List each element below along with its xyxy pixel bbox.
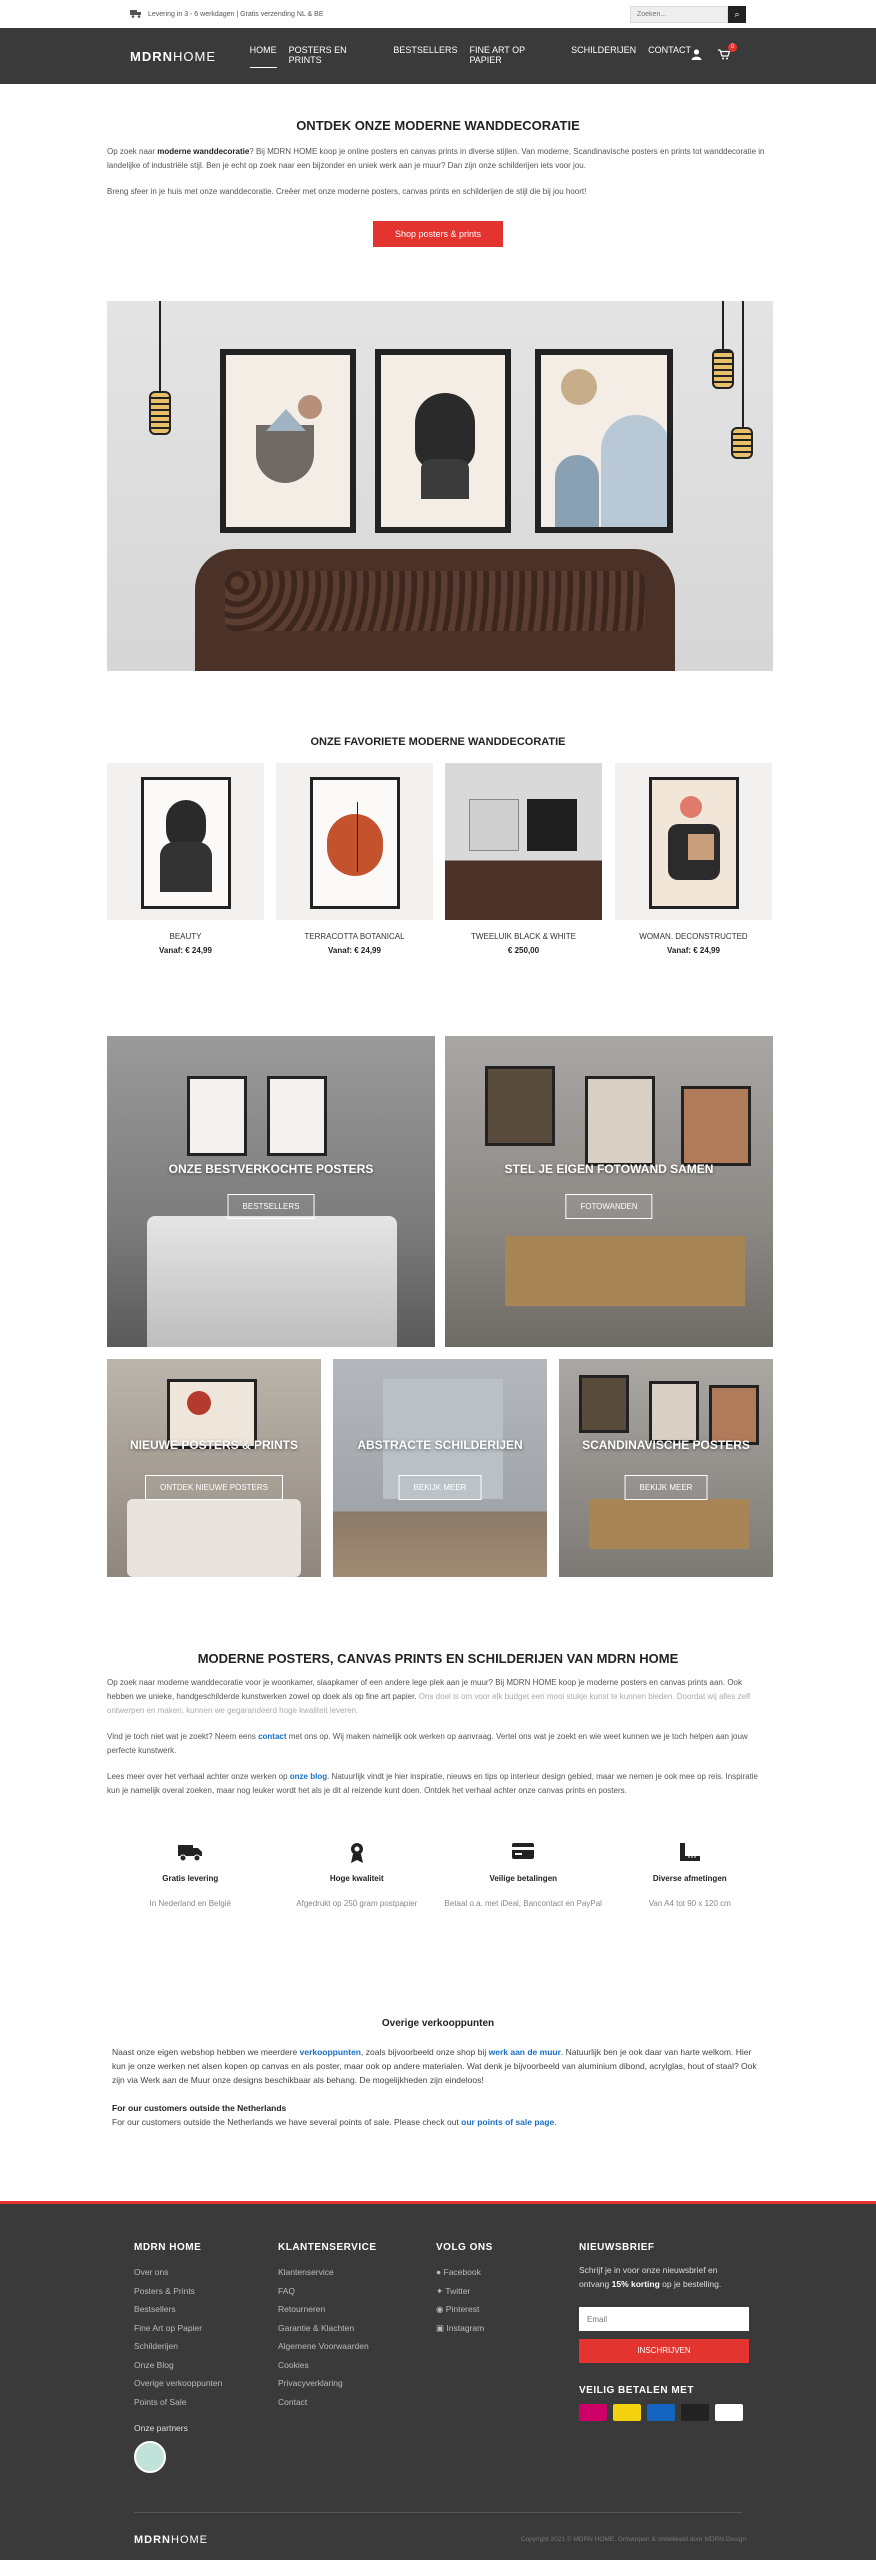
nav-menu bbox=[250, 45, 691, 68]
nav-item-fine-art[interactable]: FINE ART OP PAPIER bbox=[469, 44, 525, 65]
footer-link[interactable]: Points of Sale bbox=[134, 2396, 187, 2407]
sofa bbox=[195, 549, 675, 671]
facebook-link[interactable]: ● Facebook bbox=[436, 2267, 481, 2277]
feature-title: Gratis levering bbox=[162, 1874, 219, 1883]
feature-title: Veilige betalingen bbox=[489, 1874, 558, 1883]
feature-item bbox=[107, 1842, 274, 1910]
search-button[interactable] bbox=[728, 6, 746, 23]
payment-title: VEILIG BETALEN MET bbox=[579, 2385, 694, 2396]
footer-link[interactable]: FAQ bbox=[278, 2285, 296, 2296]
partners-label: Onze partners bbox=[134, 2423, 188, 2433]
nav-item-posters[interactable]: POSTERS EN PRINTS bbox=[288, 44, 347, 65]
shop-posters-button[interactable]: Shop posters & prints bbox=[373, 221, 503, 247]
intro-paragraph-2: Breng sfeer in je huis met onze wanddecoratie. Creëer met onze moderne posters, canvas prints en schilderijen de stijl die bij jou hoort! bbox=[107, 187, 587, 196]
werk-aan-de-muur-link[interactable]: werk aan de muur bbox=[488, 2047, 561, 2057]
tile-title: SCANDINAVISCHE POSTERS bbox=[582, 1438, 750, 1452]
feature-item bbox=[440, 1842, 607, 1910]
other-sales-title: Overige verkooppunten bbox=[381, 2018, 495, 2029]
pinterest-link[interactable]: ◉ Pinterest bbox=[436, 2304, 480, 2314]
pinterest-icon: ◉ bbox=[436, 2304, 444, 2314]
product-image[interactable] bbox=[615, 763, 772, 920]
ruler-icon bbox=[607, 1842, 774, 1868]
product-name[interactable]: TWEELUIK BLACK & WHITE bbox=[471, 932, 576, 941]
product-name[interactable]: BEAUTY bbox=[169, 932, 202, 941]
footer-link[interactable]: Garantie & Klachten bbox=[278, 2322, 355, 2333]
intro-title: ONTDEK ONZE MODERNE WANDDECORATIE bbox=[296, 118, 580, 133]
newsletter-subscribe-button[interactable]: INSCHRIJVEN bbox=[579, 2339, 749, 2363]
nav-icons bbox=[691, 44, 735, 63]
footer-link[interactable]: Privacyverklaring bbox=[278, 2378, 343, 2388]
international-paragraph: For our customers outside the Netherlands we have several points of sale. Please check out our points of sale page. bbox=[112, 2117, 557, 2127]
category-tile-bestsellers[interactable] bbox=[107, 1036, 435, 1347]
footer-link[interactable]: Fine Art op Papier bbox=[134, 2322, 203, 2333]
nav-item-schilderijen[interactable]: SCHILDERIJEN bbox=[571, 44, 637, 55]
main-navigation bbox=[0, 28, 876, 84]
footer-link[interactable]: Cookies bbox=[278, 2359, 309, 2370]
logo-light: HOME bbox=[173, 48, 216, 64]
product-price: Vanaf: € 24,99 bbox=[159, 946, 212, 955]
feature-desc: Betaal o.a. met iDeal, Bancontact en PayPal bbox=[444, 1899, 602, 1908]
product-price: € 250,00 bbox=[507, 946, 540, 955]
cart-icon bbox=[718, 51, 730, 63]
shipping-text: Levering in 3 - 6 werkdagen | Gratis verzending NL & BE bbox=[148, 10, 324, 18]
search-input[interactable] bbox=[630, 6, 728, 23]
international-title: For our customers outside the Netherlands bbox=[112, 2103, 287, 2113]
product-image[interactable] bbox=[276, 763, 433, 920]
credit-card-icon bbox=[440, 1842, 607, 1868]
facebook-icon: ● bbox=[436, 2267, 442, 2277]
instagram-icon: ▣ bbox=[436, 2322, 445, 2333]
search-form bbox=[630, 6, 746, 23]
pendant-lamp bbox=[149, 391, 171, 435]
footer-link[interactable]: Overige verkooppunten bbox=[134, 2378, 223, 2388]
other-sales-paragraph: Naast onze eigen webshop hebben we meerdere verkooppunten, zoals bijvoorbeeld onze shop bij werk aan de muur. Natuurlijk ben je ook daar van harte welkom. Hier kun je onze werken net alsen kopen op canvas en als poster, maar ook op andere materialen. Wat denk je bijvoorbeeld van aluminium dibond, acrylglas, hout of staal? Ook zijn via Werk aan de Muur onze designs beschikbaar als behang. De mogelijkheden zijn eindeloos! bbox=[112, 2047, 757, 2085]
bancontact-icon bbox=[613, 2404, 641, 2421]
about-title: MODERNE POSTERS, CANVAS PRINTS EN SCHILDERIJEN VAN MDRN HOME bbox=[197, 1651, 679, 1666]
footer-newsletter bbox=[579, 2242, 749, 2421]
tile-button[interactable]: ONTDEK NIEUWE POSTERS bbox=[145, 1475, 283, 1500]
footer-link[interactable]: Bestsellers bbox=[134, 2304, 176, 2314]
product-card[interactable] bbox=[107, 763, 264, 955]
hero-artwork-3 bbox=[535, 349, 673, 533]
copyright: Copyright 2021 © MDRN HOME. Ontworpen & ontwikkeld door MDRN Design bbox=[520, 2536, 746, 2543]
paypal-icon bbox=[647, 2404, 675, 2421]
product-name[interactable]: WOMAN. DECONSTRUCTED bbox=[639, 932, 748, 941]
award-icon bbox=[274, 1842, 441, 1868]
search-icon: ⌕ bbox=[734, 8, 740, 19]
category-tile-scandinavische-posters[interactable] bbox=[559, 1359, 773, 1577]
product-image[interactable] bbox=[107, 763, 264, 920]
about-paragraph-3: Lees meer over het verhaal achter onze werken op onze blog. Natuurlijk vindt je hier inspiratie, nieuws en tips op interieur design gebied, maar we nemen je ook mee op reis. Inspiratie kun je namelijk overal zoeken, maar nog leuker wordt het als je dit al reizende kunt doen. Ontdek het verhaal achter onze canvas prints en posters. bbox=[107, 1772, 758, 1795]
newsletter-text: Schrijf je in voor onze nieuwsbrief en ontvang 15% korting op je bestelling. bbox=[579, 2265, 722, 2289]
tile-button[interactable]: FOTOWANDEN bbox=[565, 1194, 652, 1219]
footer-col-title: NIEUWSBRIEF bbox=[579, 2242, 655, 2253]
tile-title: ABSTRACTE SCHILDERIJEN bbox=[357, 1438, 523, 1452]
footer-link[interactable]: Retourneren bbox=[278, 2304, 326, 2314]
tile-button[interactable]: BESTSELLERS bbox=[228, 1194, 315, 1219]
points-of-sale-link[interactable]: our points of sale page bbox=[461, 2117, 555, 2127]
feature-item bbox=[607, 1842, 774, 1910]
tile-button[interactable]: BEKIJK MEER bbox=[625, 1475, 708, 1500]
verkooppunten-link[interactable]: verkooppunten bbox=[299, 2047, 362, 2057]
nav-item-bestsellers[interactable]: BESTSELLERS bbox=[393, 44, 458, 55]
footer-link[interactable]: Onze Blog bbox=[134, 2359, 174, 2370]
hero-artwork-1 bbox=[220, 349, 356, 533]
payment-logos bbox=[579, 2404, 749, 2421]
footer-col-klantenservice bbox=[278, 2242, 377, 2411]
category-tile-fotowanden[interactable] bbox=[445, 1036, 773, 1347]
tile-button[interactable]: BEKIJK MEER bbox=[399, 1475, 482, 1500]
cart-count-badge: 0 bbox=[728, 43, 737, 52]
tile-title: STEL JE EIGEN FOTOWAND SAMEN bbox=[504, 1162, 714, 1176]
partner-badge-icon[interactable] bbox=[134, 2441, 166, 2473]
hero-artwork-2 bbox=[375, 349, 511, 533]
about-paragraph-2: Vind je toch niet wat je zoekt? Neem eens contact met ons op. Wij maken namelijk ook werken op aanvraag. Vertel ons wat je zoekt en wie weet kunnen we je toch helpen aan jouw perfecte kunstwerk. bbox=[107, 1732, 748, 1755]
feature-title: Diverse afmetingen bbox=[652, 1874, 727, 1883]
pendant-lamp bbox=[712, 349, 734, 389]
truck-icon bbox=[107, 1842, 274, 1868]
product-card[interactable] bbox=[615, 763, 772, 955]
shipping-info bbox=[130, 9, 323, 20]
logo[interactable] bbox=[130, 49, 250, 64]
truck-icon bbox=[130, 9, 142, 20]
mastercard-icon bbox=[681, 2404, 709, 2421]
cart-button[interactable] bbox=[718, 44, 735, 63]
product-price: Vanaf: € 24,99 bbox=[667, 946, 720, 955]
nav-item-contact[interactable]: CONTACT bbox=[648, 44, 691, 55]
footer-logo[interactable]: MDRNHOME bbox=[134, 2534, 208, 2546]
account-icon[interactable] bbox=[691, 49, 702, 63]
feature-desc: Van A4 tot 90 x 120 cm bbox=[648, 1899, 731, 1908]
instagram-link[interactable]: ▣ Instagram bbox=[436, 2322, 485, 2333]
ideal-icon bbox=[579, 2404, 607, 2421]
footer-link[interactable]: Over ons bbox=[134, 2267, 169, 2277]
other-sales-section bbox=[112, 2018, 764, 2129]
product-image[interactable] bbox=[445, 763, 602, 920]
product-name[interactable]: TERRACOTTA BOTANICAL bbox=[304, 932, 405, 941]
feature-item bbox=[274, 1842, 441, 1910]
blog-link[interactable]: onze blog bbox=[289, 1772, 328, 1781]
logo-bold: MDRN bbox=[130, 48, 173, 64]
nav-item-home[interactable]: HOME bbox=[250, 45, 277, 68]
footer-col-social bbox=[436, 2242, 493, 2337]
intro-section bbox=[0, 118, 876, 247]
footer-divider bbox=[134, 2512, 742, 2513]
feature-desc: In Nederland en België bbox=[149, 1899, 231, 1908]
footer-link[interactable]: Schilderijen bbox=[134, 2341, 178, 2351]
about-section bbox=[0, 1651, 876, 1798]
footer-link[interactable]: Contact bbox=[278, 2396, 308, 2407]
category-tile-nieuwe-posters[interactable] bbox=[107, 1359, 321, 1577]
category-tile-abstracte-schilderijen[interactable] bbox=[333, 1359, 547, 1577]
intro-paragraph-1: Op zoek naar moderne wanddecoratie? Bij MDRN HOME koop je online posters en canvas prints in diverse stijlen. Van moderne, Scandinavische posters en prints tot wanddecoratie in landelijke of industriële stijl. Ben je echt op zoek naar een bijzonder en uniek werk aan je muur? Dan zijn onze schilderijen iets voor jou. bbox=[107, 147, 765, 170]
tile-title: NIEUWE POSTERS & PRINTS bbox=[129, 1438, 299, 1452]
footer-col-title: KLANTENSERVICE bbox=[278, 2242, 377, 2253]
twitter-icon: ✦ bbox=[436, 2285, 444, 2296]
tile-title: ONZE BESTVERKOCHTE POSTERS bbox=[168, 1162, 374, 1176]
footer-col-mdrn bbox=[134, 2242, 222, 2473]
product-price: Vanaf: € 24,99 bbox=[328, 946, 381, 955]
feature-desc: Afgedrukt op 250 gram postpapier bbox=[296, 1899, 418, 1908]
product-card[interactable] bbox=[276, 763, 433, 955]
about-paragraph-1: Op zoek naar moderne wanddecoratie voor je woonkamer, slaapkamer of een andere lege plek aan je muur? Bij MDRN HOME koop je moderne posters en canvas prints aan. Ook hebben we unieke, handgeschilderde kunstwerken zowel op doek als op fine art papier. Ons doel is om voor elk budget een mooi stukje kunst te kunnen bieden. Doordat wij alles zelf ontwerpen en maken, kunnen we gegarandeerd hoge kwaliteit leveren. bbox=[107, 1678, 751, 1715]
usp-features bbox=[107, 1842, 773, 1910]
newsletter-email-input[interactable] bbox=[579, 2307, 749, 2331]
hero-image bbox=[107, 301, 773, 671]
top-bar bbox=[0, 0, 876, 28]
footer-link[interactable]: Posters & Prints bbox=[134, 2285, 195, 2296]
applepay-icon bbox=[715, 2404, 743, 2421]
product-card[interactable] bbox=[445, 763, 602, 955]
feature-title: Hoge kwaliteit bbox=[329, 1874, 384, 1883]
twitter-link[interactable]: ✦ Twitter bbox=[436, 2285, 471, 2296]
pendant-lamp bbox=[731, 427, 753, 459]
footer-link[interactable]: Algemene Voorwaarden bbox=[278, 2341, 369, 2351]
footer-col-title: VOLG ONS bbox=[436, 2242, 493, 2253]
footer bbox=[0, 2201, 876, 2560]
footer-link[interactable]: Klantenservice bbox=[278, 2267, 334, 2277]
footer-col-title: MDRN HOME bbox=[134, 2242, 202, 2253]
favorites-title: ONZE FAVORIETE MODERNE WANDDECORATIE bbox=[310, 736, 566, 748]
contact-link[interactable]: contact bbox=[258, 1732, 287, 1741]
